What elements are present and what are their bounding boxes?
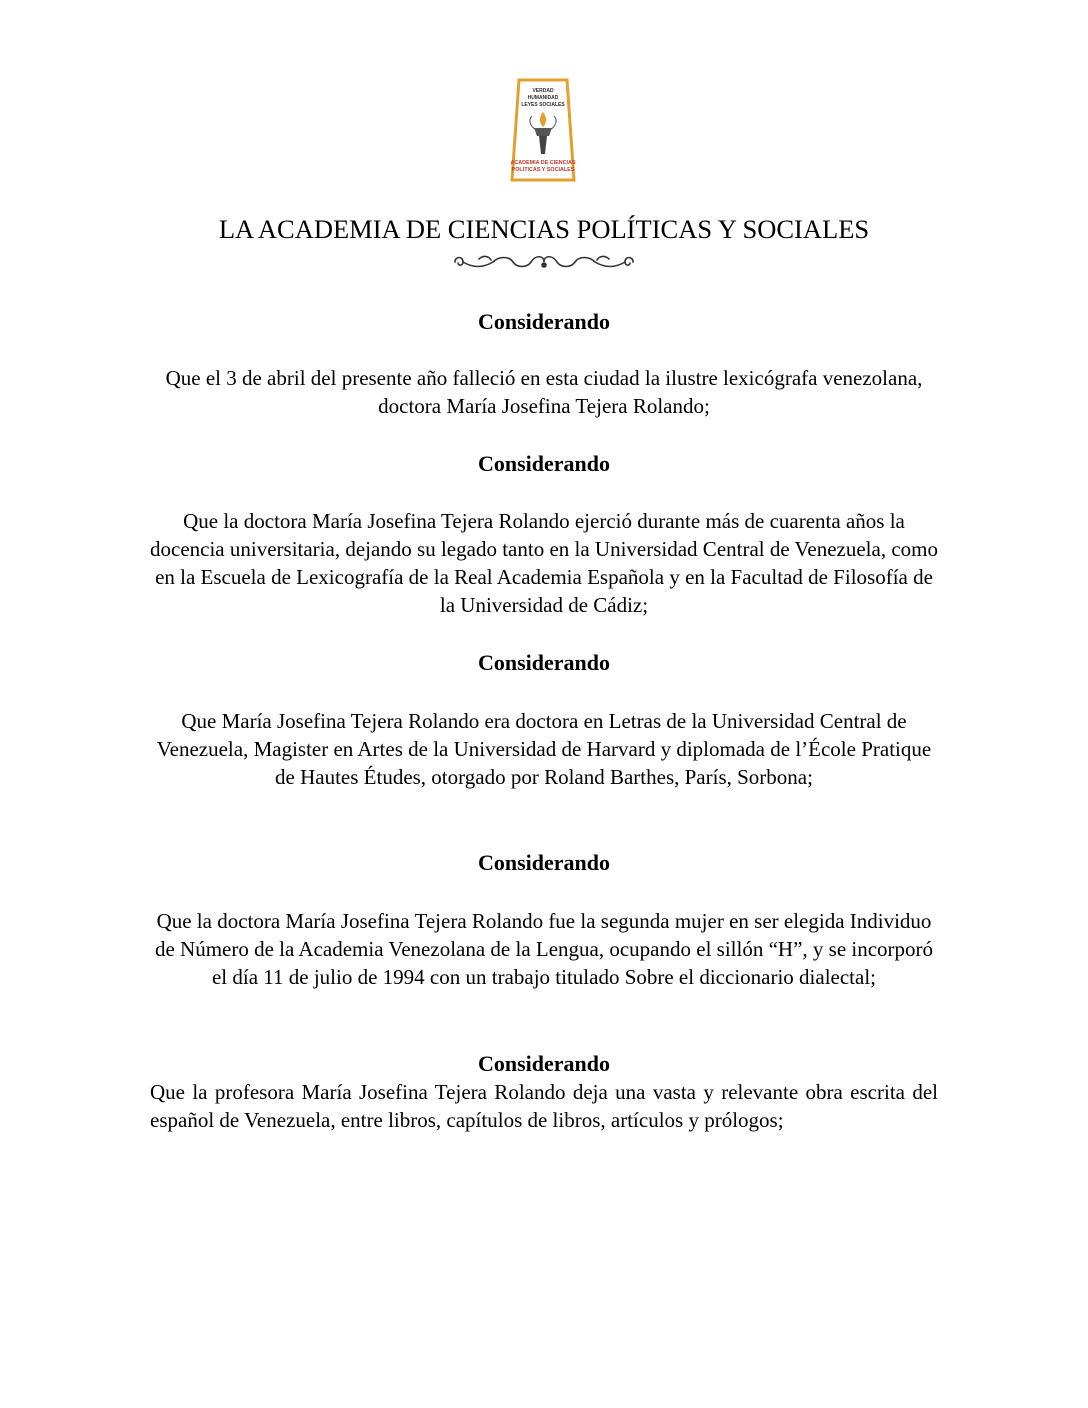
section-heading: Considerando [477, 650, 611, 675]
svg-text:POLITICAS Y SOCIALES: POLITICAS Y SOCIALES [511, 167, 575, 173]
page-title: LA ACADEMIA DE CIENCIAS POLÍTICAS Y SOCIALES [218, 214, 870, 244]
svg-text:VERDAD: VERDAD [532, 88, 554, 94]
svg-text:ACADEMIA DE CIENCIAS: ACADEMIA DE CIENCIAS [510, 160, 576, 166]
ornamental-divider [449, 250, 639, 274]
section-heading: Considerando [477, 309, 611, 334]
svg-text:LEYES SOCIALES: LEYES SOCIALES [521, 102, 565, 108]
section-heading: Considerando [477, 1051, 611, 1076]
section-paragraph: Que la doctora María Josefina Tejera Rolando ejerció durante más de cuarenta años la docencia universitaria, dejando su legado tanto en la Universidad Central de Venezuela, como en la Escuela de Lexicografía de la Real Academia Española y en la Facultad de Filosofía de la Universidad de Cádiz; [150, 509, 938, 617]
section-paragraph: Que la doctora María Josefina Tejera Rolando fue la segunda mujer en ser elegida Individuo de Número de la Academia Venezolana de la Lengua, ocupando el sillón “H”, y se incorporó el día 11 de julio de 1994 con un trabajo titulado Sobre el diccionario dialectal; [154, 909, 934, 989]
section-paragraph: Que la profesora María Josefina Tejera Rolando deja una vasta y relevante obra escrita del español de Venezuela, entre libros, capítulos de libros, artículos y prólogos; [150, 1080, 938, 1132]
academy-logo [510, 78, 576, 182]
svg-text:HUMANIDAD: HUMANIDAD [527, 95, 559, 101]
section-paragraph: Que el 3 de abril del presente año falleció en esta ciudad la ilustre lexicógrafa venezolana, doctora María Josefina Tejera Rolando; [165, 366, 923, 418]
section-heading: Considerando [477, 451, 611, 476]
section-paragraph: Que María Josefina Tejera Rolando era doctora en Letras de la Universidad Central de Venezuela, Magister en Artes de la Universidad de Harvard y diplomada de l’École Pratique de Hautes Études, otorgado por Roland Barthes, París, Sorbona; [156, 709, 932, 789]
section-heading: Considerando [477, 850, 611, 875]
